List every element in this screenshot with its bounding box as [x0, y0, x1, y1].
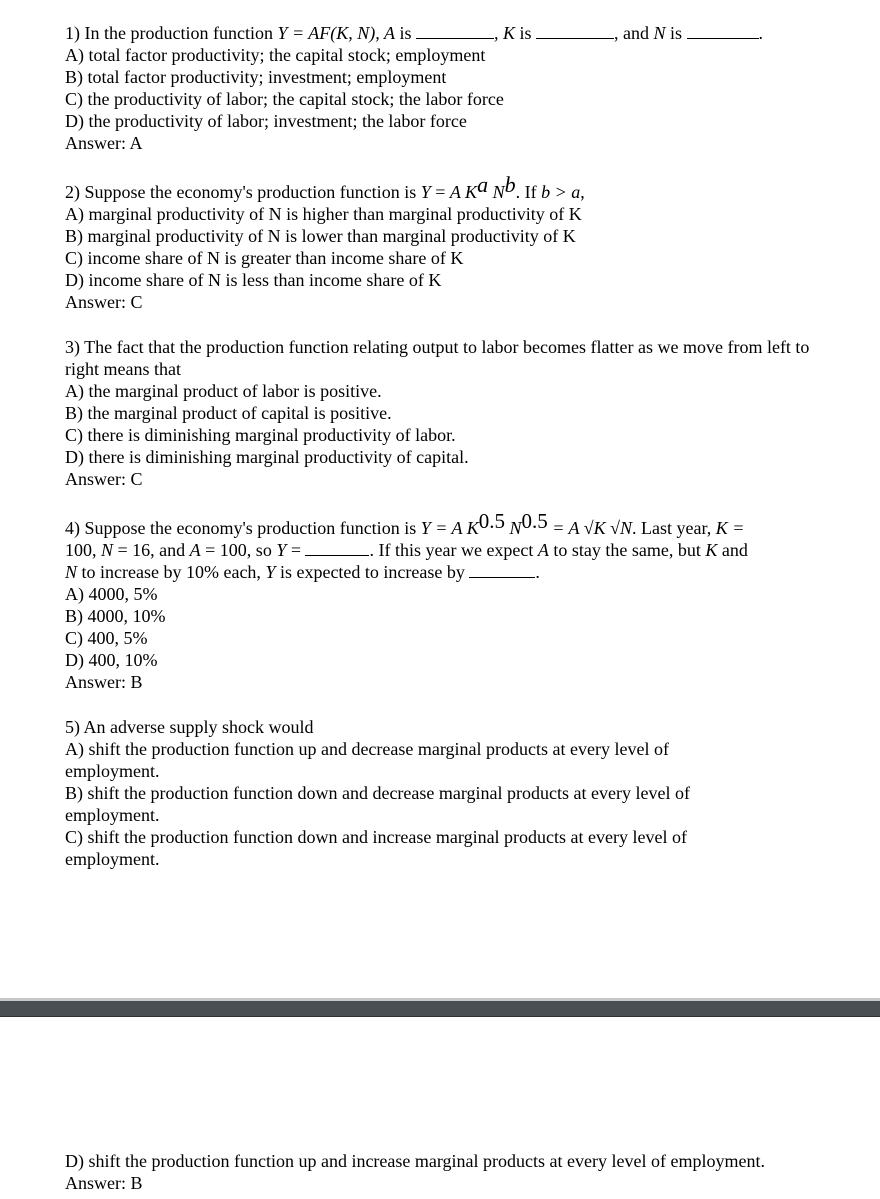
answer-blank: [687, 22, 759, 39]
option-c: C) there is diminishing marginal productivity of labor.: [65, 425, 456, 445]
question-3: [65, 336, 825, 490]
option-d: D) 400, 10%: [65, 650, 158, 670]
question-2-stem: 2) Suppose the economy's production function is Y = A Ka Nb. If b > a,: [65, 172, 585, 202]
answer-blank: [536, 22, 614, 39]
question-1: [65, 22, 825, 154]
answer-key: Answer: B: [65, 672, 143, 692]
question-4-stem-line-1: 4) Suppose the economy's production function is Y = A K0.5 N0.5 = A √K √N. Last year, K =: [65, 509, 745, 538]
answer-key: Answer: A: [65, 133, 143, 153]
question-4-stem-line-2: 100, N = 16, and A = 100, so Y = . If this year we expect A to stay the same, but K and: [65, 540, 748, 560]
question-4: [65, 509, 825, 693]
answer-blank: [469, 561, 535, 578]
question-5: [65, 716, 745, 870]
answer-key: Answer: C: [65, 292, 143, 312]
option-b: B) shift the production function down and decrease marginal products at every level of employment.: [65, 783, 690, 825]
option-c: C) income share of N is greater than income share of K: [65, 248, 464, 268]
option-a: A) 4000, 5%: [65, 584, 158, 604]
option-c: C) shift the production function down and increase marginal products at every level of employment.: [65, 827, 687, 869]
question-3-stem: 3) The fact that the production function relating output to labor becomes flatter as we move from left to right means that: [65, 337, 810, 379]
option-a: A) marginal productivity of N is higher than marginal productivity of K: [65, 204, 582, 224]
answer-blank: [416, 22, 494, 39]
option-d: D) there is diminishing marginal productivity of capital.: [65, 447, 469, 467]
answer-key: Answer: C: [65, 469, 143, 489]
document-page-2: [0, 1017, 880, 1199]
answer-blank: [305, 539, 369, 556]
question-2: [65, 172, 825, 313]
option-a: A) shift the production function up and decrease marginal products at every level of employment.: [65, 739, 669, 781]
option-d: D) shift the production function up and increase marginal products at every level of employment.: [65, 1151, 765, 1171]
page-separator: [0, 998, 880, 1017]
option-a: A) total factor productivity; the capital stock; employment: [65, 45, 486, 65]
option-b: B) the marginal product of capital is positive.: [65, 403, 392, 423]
option-b: B) total factor productivity; investment; employment: [65, 67, 447, 87]
answer-key: Answer: B: [65, 1173, 143, 1193]
option-d: D) income share of N is less than income share of K: [65, 270, 442, 290]
option-c: C) 400, 5%: [65, 628, 148, 648]
option-b: B) marginal productivity of N is lower than marginal productivity of K: [65, 226, 576, 246]
option-a: A) the marginal product of labor is positive.: [65, 381, 382, 401]
option-c: C) the productivity of labor; the capital stock; the labor force: [65, 89, 504, 109]
question-4-stem-line-3: N to increase by 10% each, Y is expected to increase by .: [65, 562, 540, 582]
option-d: D) the productivity of labor; investment; the labor force: [65, 111, 467, 131]
option-b: B) 4000, 10%: [65, 606, 166, 626]
question-5-continued: [65, 1150, 845, 1194]
question-1-stem: 1) In the production function Y = AF(K, N), A is , K is , and N is .: [65, 23, 764, 43]
question-5-stem: 5) An adverse supply shock would: [65, 717, 314, 737]
